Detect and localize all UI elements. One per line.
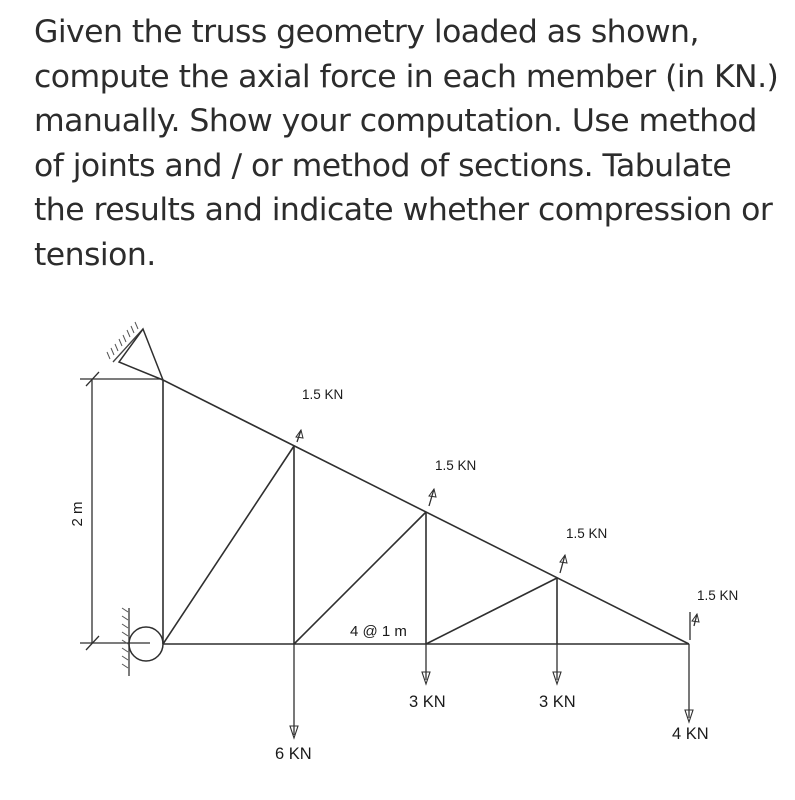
pin-triangle <box>119 329 163 380</box>
bottom-load-label-1: 6 KN <box>275 745 312 763</box>
bottom-load-arrow-3 <box>553 644 561 684</box>
top-load-arrow-2 <box>429 489 436 506</box>
problem-statement: Given the truss geometry loaded as shown, compute the axial force in each member (in KN.) manually. Show your computation. Use method of joints and / or method of sections. Tabulate the results and indicate whether compression or tension. <box>34 14 779 273</box>
bottom-load-label-2: 3 KN <box>409 693 446 711</box>
height-dimension <box>69 372 160 650</box>
height-dimension-label: 2 m <box>69 501 86 527</box>
roller-circle <box>129 627 163 661</box>
top-load-arrow-3 <box>560 555 567 573</box>
bottom-load-arrow-1 <box>290 644 298 738</box>
top-load-label-2: 1.5 KN <box>435 458 477 473</box>
top-load-arrow-1 <box>296 430 303 442</box>
bottom-load-label-3: 3 KN <box>539 693 576 711</box>
truss-members <box>163 380 689 644</box>
top-load-label-4: 1.5 KN <box>697 588 739 603</box>
bottom-load-label-4: 4 KN <box>672 725 709 743</box>
top-load-arrow-4 <box>690 612 699 640</box>
pin-support <box>107 322 163 380</box>
diagonal-member-1 <box>163 446 294 644</box>
bottom-load-arrow-2 <box>422 644 430 684</box>
bottom-load-arrow-4 <box>685 644 693 722</box>
bottom-load-arrows <box>290 644 693 738</box>
top-load-label-1: 1.5 KN <box>302 387 344 402</box>
roller-wall-hatch <box>122 608 128 668</box>
span-label: 4 @ 1 m <box>350 623 407 640</box>
roller-support <box>122 608 163 676</box>
top-load-label-3: 1.5 KN <box>566 526 608 541</box>
diagonal-member-3 <box>426 578 557 644</box>
